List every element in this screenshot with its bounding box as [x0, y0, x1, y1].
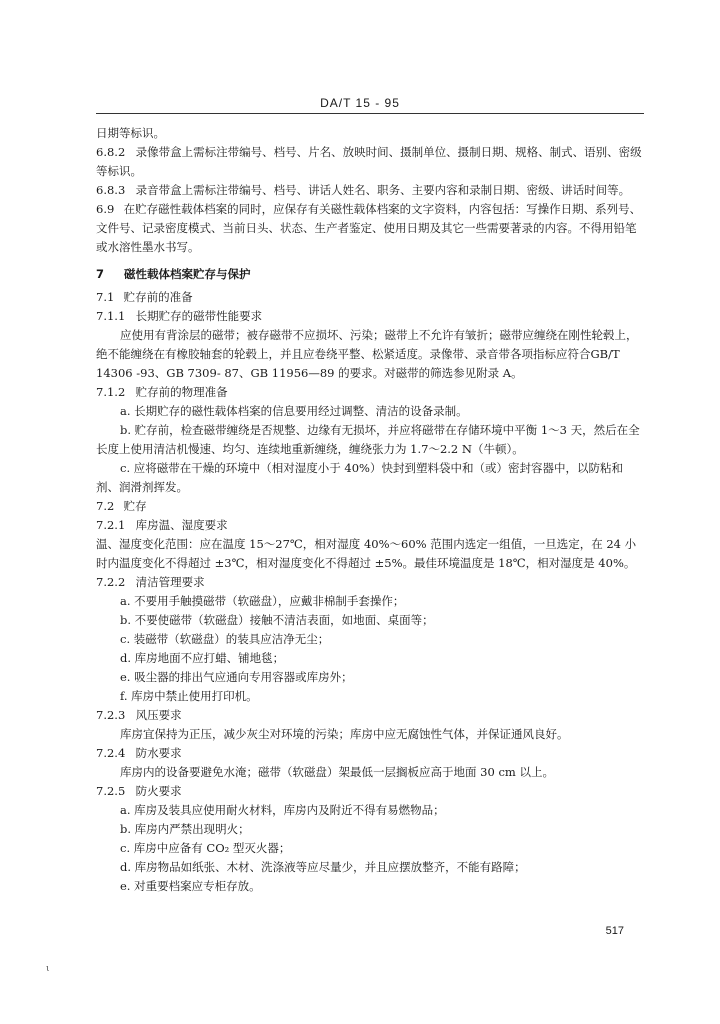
- clause-number: 7.2.5: [96, 784, 126, 798]
- list-item: f. 库房中禁止使用打印机。: [120, 689, 258, 703]
- list-item: c. 装磁带（软磁盘）的装具应洁净无尘；: [120, 632, 330, 646]
- clause-number: 7.2: [96, 499, 115, 513]
- clause-heading: 防水要求: [135, 746, 182, 760]
- clause-6-8-2: [96, 143, 644, 181]
- clause-heading: 长期贮存的磁带性能要求: [135, 309, 263, 323]
- clause-6-8-3: [96, 181, 644, 200]
- clause-heading: 贮存前的物理准备: [135, 385, 228, 399]
- clause-text: 录音带盒上需标注带编号、档号、讲话人姓名、职务、主要内容和录制日期、密级、讲话时间等。: [135, 183, 631, 197]
- page-header: DA/T 15 - 95: [320, 96, 400, 110]
- clause-heading: 贮存前的准备: [123, 290, 193, 304]
- list-item: a. 长期贮存的磁性载体档案的信息要用经过调整、清洁的设备录制。: [120, 404, 468, 418]
- list-item: b. 不要使磁带（软磁盘）接触不清洁表面，如地面、桌面等；: [120, 613, 434, 627]
- section-title-text: 磁性载体档案贮存与保护: [124, 267, 251, 281]
- list-item: d. 库房物品如纸张、木材、洗涤液等应尽量少，并且应摆放整齐，不能有路障；: [120, 860, 526, 874]
- clause-7-1: [96, 288, 644, 307]
- clause-number: 7.2.3: [96, 708, 126, 722]
- clause-number: 6.8.2: [96, 145, 126, 159]
- list-item: b. 库房内严禁出现明火；: [120, 822, 250, 836]
- clause-body: 温、湿度变化范围：应在温度 15～27℃，相对湿度 40%～60% 范围内选定一组值，一旦选定，在 24 小时内温度变化不得超过 ±3℃，相对湿度变化不得超过 ±5%。最佳环境温度是 18℃，相对湿度是 40%。: [96, 537, 637, 570]
- list-item: e. 对重要档案应专柜存放。: [120, 879, 261, 893]
- clause-heading: 清洁管理要求: [135, 575, 205, 589]
- list-item: d. 库房地面不应打蜡、铺地毯；: [120, 651, 285, 665]
- list-item: a. 不要用手触摸磁带（软磁盘），应戴非棉制手套操作；: [120, 594, 405, 608]
- clause-text: 在贮存磁性载体档案的同时，应保存有关磁性载体档案的文字资料，内容包括：写操作日期、系列号、文件号、记录密度模式、当前日头、状态、生产者鉴定、使用日期及其它一些需要著录的内容。不得用铅笔或水溶性墨水书写。: [96, 202, 642, 254]
- page-number: 517: [605, 925, 624, 937]
- list-item: b. 贮存前，检查磁带缠绕是否规整、边缘有无损坏，并应将磁带在存储环境中平衡 1～3 天，然后在全长度上使用清洁机慢速、均匀、连续地重新缠绕，缠绕张力为 1.7～2.2 N（牛顿）。: [96, 423, 640, 456]
- clause-heading: 贮存: [123, 499, 147, 513]
- list-item: e. 吸尘器的排出气应通向专用容器或库房外；: [120, 670, 353, 684]
- clause-7-2: [96, 497, 644, 516]
- clause-7-2-2: [96, 573, 644, 592]
- list-item: a. 库房及装具应使用耐火材料，库房内及附近不得有易燃物品；: [120, 803, 445, 817]
- clause-number: 7.1.1: [96, 309, 126, 323]
- clause-text: 录像带盒上需标注带编号、档号、片名、放映时间、摄制单位、摄制日期、规格、制式、语别、密级等标识。: [96, 145, 642, 178]
- list-item: c. 应将磁带在干燥的环境中（相对湿度小于 40%）快封到塑料袋中和（或）密封容器中，以防粘和剂、润滑剂挥发。: [96, 461, 623, 494]
- section-7-title: [96, 265, 644, 284]
- clause-number: 7.2.2: [96, 575, 126, 589]
- continued-text: 日期等标识。: [96, 126, 165, 140]
- clause-heading: 库房温、湿度要求: [135, 518, 228, 532]
- section-number: 7: [96, 267, 105, 281]
- clause-number: 7.2.4: [96, 746, 126, 760]
- clause-7-1-2: [96, 383, 644, 402]
- clause-number: 6.8.3: [96, 183, 126, 197]
- header-rule: [96, 113, 644, 114]
- clause-7-1-1: [96, 307, 644, 326]
- page-content: [96, 124, 644, 896]
- clause-7-2-3: [96, 706, 644, 725]
- clause-number: 7.2.1: [96, 518, 126, 532]
- clause-number: 7.1.2: [96, 385, 126, 399]
- clause-7-2-5: [96, 782, 644, 801]
- clause-body: 库房宜保持为正压，减少灰尘对环境的污染；库房中应无腐蚀性气体，并保证通风良好。: [120, 727, 569, 741]
- clause-6-9: [96, 200, 644, 257]
- clause-7-2-4: [96, 744, 644, 763]
- clause-heading: 防火要求: [135, 784, 182, 798]
- clause-body: 应使用有背涂层的磁带；被存磁带不应损坏、污染；磁带上不允许有皱折；磁带应缠绕在刚性轮毂上，绝不能缠绕在有橡胶轴套的轮毂上，并且应卷绕平整、松紧适度。录像带、录音带各项指标应符合GB/T 14306 -93、GB 7309- 87、GB 11956—89 的要求。对磁带的筛选参见附录 A。: [96, 328, 638, 380]
- clause-7-2-1: [96, 516, 644, 535]
- clause-body: 库房内的设备要避免水淹；磁带（软磁盘）架最低一层搁板应高于地面 30 cm 以上。: [120, 765, 554, 779]
- list-item: c. 库房中应备有 CO₂ 型灭火器；: [120, 841, 291, 855]
- clause-number: 6.9: [96, 202, 115, 216]
- clause-heading: 风压要求: [135, 708, 182, 722]
- corner-mark: ι: [46, 964, 50, 974]
- clause-number: 7.1: [96, 290, 115, 304]
